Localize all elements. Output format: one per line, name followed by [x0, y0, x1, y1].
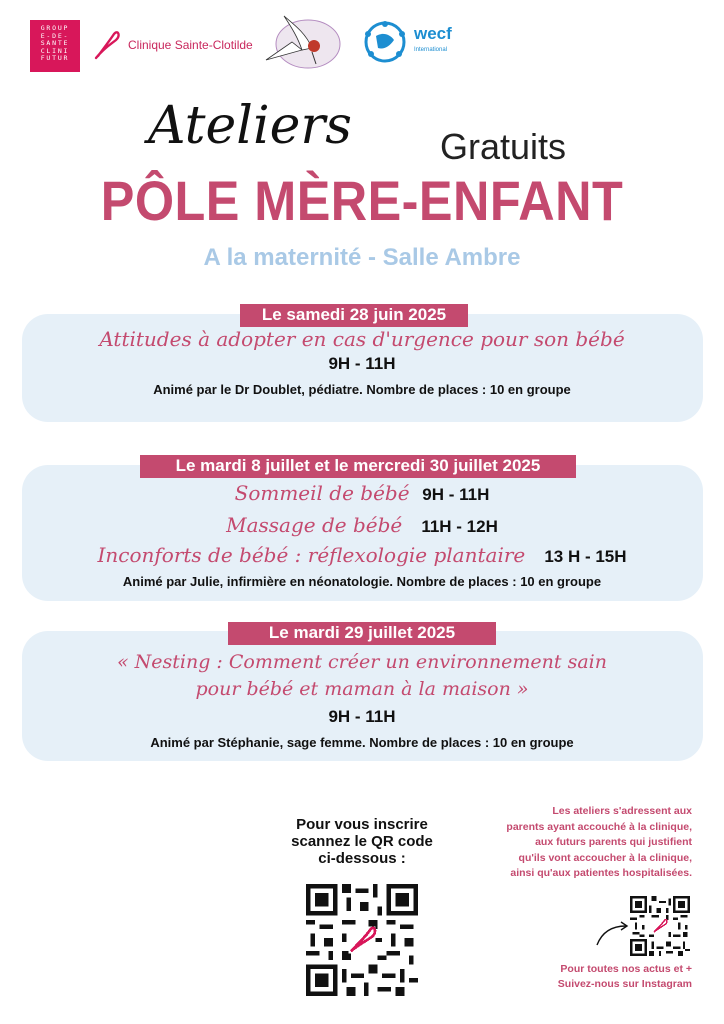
clinique-logo [94, 30, 253, 60]
session-2-item-3-topic: Inconforts de bébé : réflexologie plantaire [97, 543, 526, 567]
audience-info [470, 804, 692, 882]
groupe-sante-logo [30, 20, 80, 72]
session-2-item-2-topic: Massage de bébé [226, 513, 403, 537]
page-title: PÔLE MÈRE-ENFANT [100, 169, 624, 232]
audience-info-line-4: qu'ils vont accoucher à la clinique, [518, 851, 692, 864]
ribbon-icon [94, 30, 122, 60]
session-2-item-2-time: 11H - 12H [421, 517, 498, 536]
wecf-name: wecf [414, 24, 452, 43]
inscription-instructions [262, 816, 462, 867]
title-gratuits: Gratuits [440, 126, 567, 167]
session-2-date: Le mardi 8 juillet et le mercredi 30 juillet 2025 [140, 455, 576, 478]
instagram-line-2: Suivez-nous sur Instagram [557, 978, 692, 990]
session-3-animator: Animé par Stéphanie, sage femme. Nombre de places : 10 en groupe [150, 735, 574, 750]
audience-info-line-5: ainsi qu'aux patientes hospitalisées. [510, 867, 692, 879]
session-1-date: Le samedi 28 juin 2025 [240, 304, 468, 327]
session-3-topic-line-2: pour bébé et maman à la maison » [195, 678, 529, 700]
session-2-item-1-time: 9H - 11H [422, 485, 490, 504]
session-3-date: Le mardi 29 juillet 2025 [228, 622, 496, 645]
instagram-line-1: Pour toutes nos actus et + [560, 963, 692, 975]
session-3-time: 9H - 11H [328, 707, 396, 726]
registration-qr-code[interactable] [306, 884, 418, 996]
wecf-subtitle: International [414, 47, 448, 53]
audience-info-line-1: Les ateliers s'adressent aux [552, 805, 692, 817]
session-3-topic-line-1: « Nesting : Comment créer un environnement sain [117, 651, 607, 673]
globe-people-icon [362, 20, 408, 64]
curved-arrow-icon [594, 918, 630, 948]
session-1-animator: Animé par le Dr Doublet, pédiatre. Nombre de places : 10 en groupe [153, 382, 571, 397]
groupe-logo-line: GROUP [40, 24, 70, 32]
location-subtitle: A la maternité - Salle Ambre [203, 244, 521, 271]
groupe-logo-line: CLINI [40, 46, 70, 55]
session-2-item-1-topic: Sommeil de bébé [234, 481, 410, 505]
title-ateliers: Ateliers [148, 96, 352, 156]
session-2-item-3-time: 13 H - 15H [544, 547, 627, 566]
session-1-topic: Attitudes à adopter en cas d'urgence pour son bébé [99, 327, 625, 351]
session-2-item-1 [0, 481, 724, 505]
groupe-logo-line: FUTUR [40, 54, 70, 62]
wecf-logo [362, 20, 452, 64]
inscription-line-1: Pour vous inscrire [296, 816, 428, 833]
audience-info-line-3: aux futurs parents qui justifient [535, 836, 692, 848]
session-2-item-3 [0, 543, 724, 567]
groupe-logo-line: SANTE [40, 39, 70, 47]
inscription-line-2: scannez le QR code [291, 833, 433, 850]
session-2-item-2 [0, 513, 724, 537]
inscription-line-3: ci-dessous : [318, 850, 406, 867]
session-2-animator: Animé par Julie, infirmière en néonatologie. Nombre de places : 10 en groupe [122, 574, 602, 589]
clinique-name: Clinique Sainte-Clotilde [128, 38, 253, 52]
groupe-logo-line: E-DE- [40, 31, 70, 40]
instagram-qr-code[interactable] [630, 896, 690, 956]
session-1-time: 9H - 11H [328, 354, 396, 373]
instagram-cta [510, 962, 692, 992]
audience-info-line-2: parents ayant accouché à la clinique, [506, 820, 692, 833]
maternity-bird-logo [262, 12, 342, 72]
